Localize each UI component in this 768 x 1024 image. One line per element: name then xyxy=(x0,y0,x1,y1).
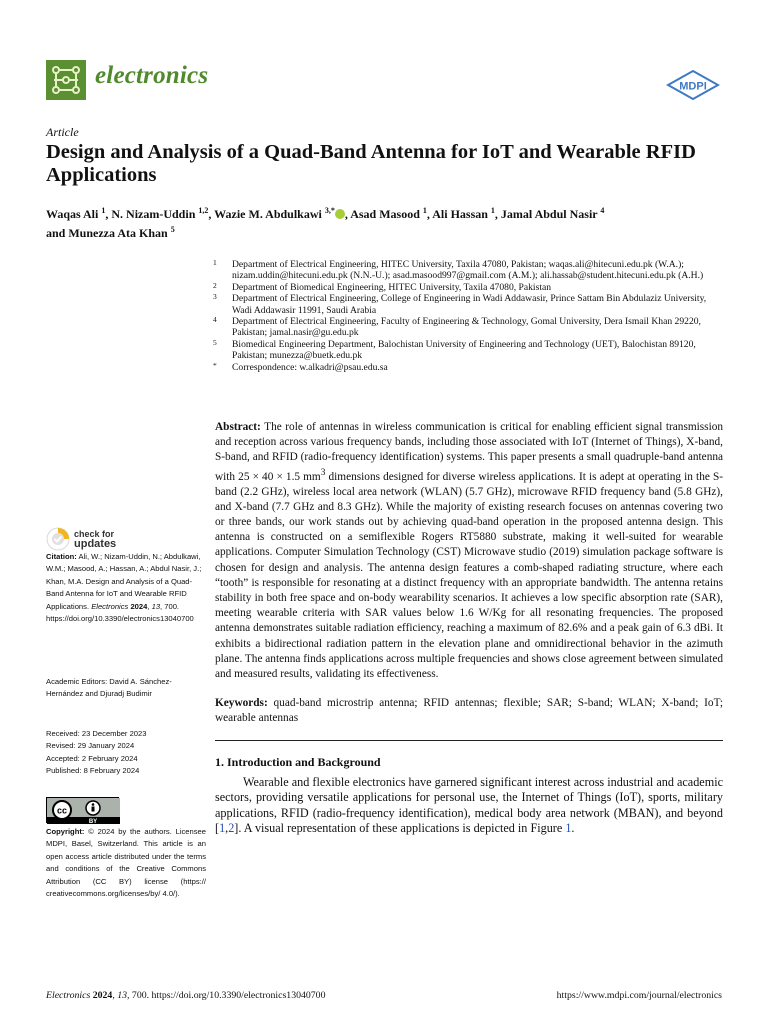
author-list: Waqas Ali $^1$, N. Nizam-Uddin $^{1,2}$, Wazie M. Abdulkawi $^{3,*}$ , Asad Masood $^1$, Ali Hassan $^1$, Jamal Abdul Nasir $^4$ and Munezza Ata Khan $^5$ xyxy=(46,206,605,240)
footer-citation: Electronics 2024, 13, 700. https://doi.org/10.3390/electronics13040700 xyxy=(46,990,326,1001)
accepted-date: Accepted: 2 February 2024 xyxy=(46,753,138,763)
abstract-label: Abstract: xyxy=(215,421,261,433)
figure-link[interactable]: 1 xyxy=(565,821,572,836)
article-title: Design and Analysis of a Quad-Band Antenna for IoT and Wearable RFID Applications xyxy=(46,141,696,186)
citation-block: Citation: Ali, W.; Nizam-Uddin, N.; Abdulkawi, W.M.; Masood, A.; Hassan, A.; Abdul Nasir, J.; Khan, M.A. Design and Analysis of a Quad-Band Antenna for IoT and Wearable RFID Applications. Electronics 2024, 13, 700. https://doi.org/10.3390/electronics13040700 xyxy=(46,552,202,624)
revised-date: Revised: 29 January 2024 xyxy=(46,741,135,751)
affiliation-item: * Correspondence: w.alkadri@psau.edu.sa xyxy=(213,360,388,373)
intro-paragraph: Wearable and flexible electronics have garnered significant interest across industrial and academic sectors, providing versatile applications for personal use, the Internet of Things (IoT), sports, military applications, RFID (radio-frequency identification), medical body area network (MBAN), and beyond [1,2]. A visual representation of these applications is depicted in Figure 1. xyxy=(215,774,723,836)
mdpi-logo[interactable] xyxy=(666,70,720,100)
author-affil: 4 xyxy=(600,206,605,215)
copyright-block: Copyright: © 2024 by the authors. Licensee MDPI, Basel, Switzerland. This article is an open access article distributed under the terms and conditions of the Creative Commons Attribution (CC BY) license (https:// creativecommons.org/licenses/by/ 4.0/). xyxy=(46,827,206,899)
author-affil: 3,* xyxy=(324,206,335,215)
section-divider xyxy=(215,740,723,741)
author-name: Waqas Ali xyxy=(46,207,99,221)
orcid-icon[interactable] xyxy=(335,209,345,219)
affiliations xyxy=(207,259,722,373)
keywords-label: Keywords: xyxy=(215,697,268,710)
author-affil: 1 xyxy=(101,206,106,215)
author-name: Jamal Abdul Nasir xyxy=(500,207,598,221)
cc-by-badge[interactable] xyxy=(46,797,119,823)
author-affil: 5 xyxy=(170,225,175,234)
author-name: Wazie M. Abdulkawi xyxy=(214,207,322,221)
received-date: Received: 23 December 2023 xyxy=(46,729,147,738)
published-date: Published: 8 February 2024 xyxy=(46,766,140,776)
journal-logo-icon xyxy=(46,60,86,100)
check-for-updates[interactable]: check for updates xyxy=(46,526,166,554)
cc-by-label: BY xyxy=(88,819,98,824)
affiliation-item: 3 Department of Electrical Engineering, College of Engineering in Wadi Addawasir, Prince Sattam Bin Abdulaziz University, Wadi Addawasir 11991, Saudi Arabia xyxy=(213,292,707,316)
author-joiner: and xyxy=(46,226,66,240)
article-type: Article xyxy=(46,125,79,139)
dates-block xyxy=(46,728,206,778)
academic-editors: Academic Editors: David A. Sánchez-Hernández and Djuradj Budimir xyxy=(46,677,172,699)
person-icon xyxy=(92,803,95,806)
author-affil: 1 xyxy=(422,206,427,215)
author-name: Asad Masood xyxy=(350,207,420,221)
author-name: Munezza Ata Khan xyxy=(68,226,168,240)
affiliation-item: 5 Biomedical Engineering Department, Balochistan University of Engineering and Technology (UET), Balochistan 89120, Pakistan; munezza@buetk.edu.pk xyxy=(213,337,696,362)
journal-name: electronics xyxy=(95,62,209,89)
author-affil: 1 xyxy=(490,206,495,215)
check-updates-icon xyxy=(46,527,70,551)
affiliation-item: 4 Department of Electrical Engineering, Faculty of Engineering & Technology, Gomal University, Dera Ismail Khan 29220, Pakistan; jamal.nasir@gu.edu.pk xyxy=(213,315,701,339)
abstract: Abstract: The role of antennas in wireless communication is critical for enabling efficient signal transmission and reception across various frequency bands, including those associated with IoT (Internet of Things), X-band, S-band, and RFID (radio-frequency identification) systems. This paper presents a small quadruple-band antenna with 25 × 40 × 1.5 $mm^3$ dimensions designed for diverse wireless applications. It is adept at operating in the S-band (2.2 GHz), wireless local area network (WLAN) (5.7 GHz), microwave RFID frequency band (5.8 GHz), and X-band (7.7 GHz and 8.3 GHz). While the majority of existing research focuses on antennas covering two or three bands, our work stands out by achieving quad-band operation in the proposed antenna design. This antenna is constructed on a semiflexible Rogers RT5880 substrate, making it well-suited for wearable applications. Computer Simulation Technology (CST) Microwave studio (2019) simulation package software is chosen for design and analysis. The antenna design features a comb-shaped radiating structure, where each “tooth” is responsible for resonating at a distinct frequency with an appropriate bandwidth. The antenna retains stability in both free space and on-body wearability scenarios. It achieves a low specific absorption rate (SAR), meeting wearable criteria with SAR values below 1.6 W/Kg for all resonating frequencies. The proposed antenna demonstrates suitable radiation efficiency, reaching a maximum of 82.6% and a peak gain of 6.3 dBi. It exhibits a bidirectional radiation pattern in the elevation plane and omnidirectional behavior in the azimuth plane. The antenna finds applications across multiple frequencies and shows close agreement between simulated and measured results, validating its effectiveness. xyxy=(215,421,724,681)
author-affil: 1,2 xyxy=(198,206,209,215)
publisher-name: MDPI xyxy=(679,80,707,93)
main-column xyxy=(215,420,723,836)
affiliation-item: 2 Department of Biomedical Engineering, HITEC University, Taxila 47080, Pakistan xyxy=(213,280,552,293)
section-title: 1. Introduction and Background xyxy=(215,754,381,769)
author-name: Ali Hassan xyxy=(432,207,488,221)
affiliation-item: 1 Department of Electrical Engineering, HITEC University, Taxila 47080, Pakistan; waqas.ali@hitecuni.edu.pk (W.A.); nizam.uddin@hitecuni.edu.pk (N.N.-U.); asad.masood997@gmail.com (A.M.); ali.hassab@student.hitecuni.edu.pk (A.H.) xyxy=(213,258,704,282)
keywords: Keywords: quad-band microstrip antenna; RFID antennas; flexible; SAR; S-band; WLAN; X-band; IoT; wearable antennas xyxy=(215,697,723,725)
ref-link[interactable]: 1 xyxy=(219,821,226,836)
cc-icon: cc xyxy=(56,805,68,816)
author-name: N. Nizam-Uddin xyxy=(111,207,196,221)
footer-url[interactable]: https://www.mdpi.com/journal/electronics xyxy=(556,990,722,1001)
ref-link[interactable]: 2 xyxy=(228,821,235,836)
